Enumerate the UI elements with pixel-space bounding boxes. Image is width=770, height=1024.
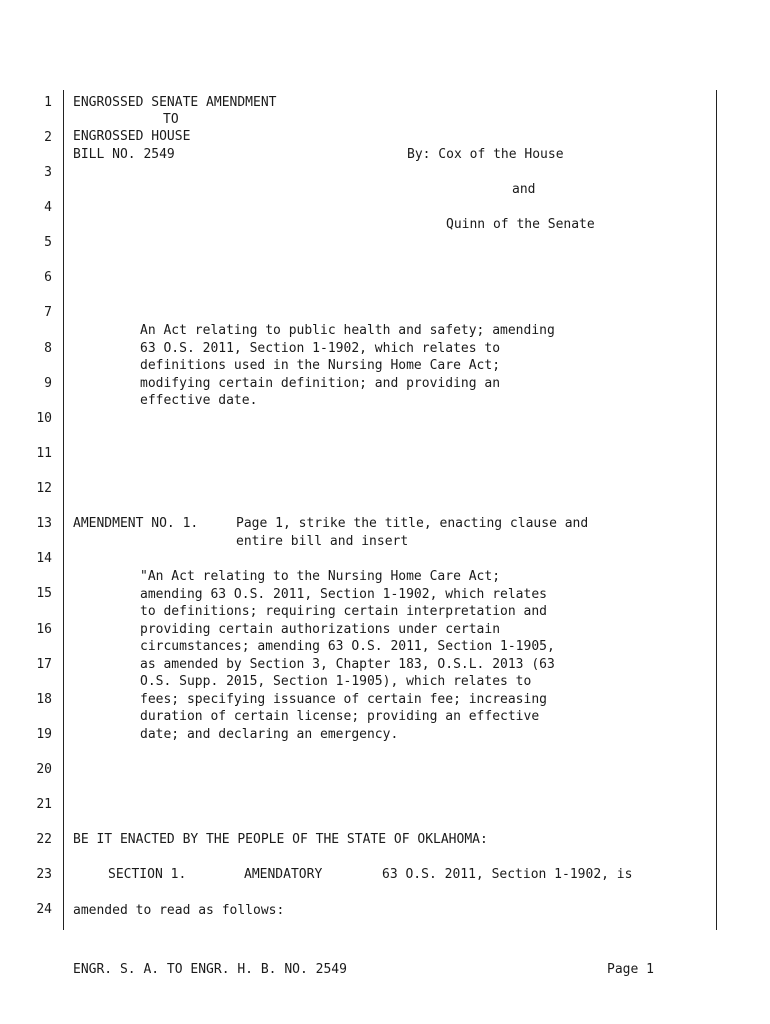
insert-line: as amended by Section 3, Chapter 183, O.S.L. 2013 (63: [140, 656, 555, 672]
line-number: 12: [36, 481, 52, 496]
insert-line: duration of certain license; providing an effective: [140, 709, 540, 724]
title-block: [140, 322, 555, 410]
insert-line: date; and declaring an emergency.: [140, 726, 399, 742]
line-number: 6: [44, 270, 52, 285]
line-number: 9: [44, 376, 52, 391]
left-margin-rule: [63, 90, 64, 930]
amendment-text-line-2: entire bill and insert: [236, 534, 409, 549]
author-senate: Quinn of the Senate: [446, 217, 595, 232]
right-margin-rule: [716, 90, 717, 930]
title-line: modifying certain definition; and providing an: [140, 375, 501, 391]
header-line-1: ENGROSSED SENATE AMENDMENT: [73, 95, 277, 110]
line-number: 2: [44, 130, 52, 145]
page-number: Page 1: [607, 962, 654, 977]
line-number: 24: [36, 902, 52, 917]
author-conjunction: and: [512, 182, 536, 197]
header-line-2: TO: [163, 112, 179, 127]
line-number: 10: [36, 411, 52, 426]
section-citation: 63 O.S. 2011, Section 1-1902, is: [382, 867, 633, 882]
line-number: 7: [44, 305, 52, 320]
insert-line: to definitions; requiring certain interpretation and: [140, 604, 547, 619]
bill-number: BILL NO. 2549: [73, 147, 175, 162]
line-number: 17: [36, 657, 52, 672]
line-number: 8: [44, 341, 52, 356]
insert-line: O.S. Supp. 2015, Section 1-1905), which relates to: [140, 674, 532, 689]
insert-line: amending 63 O.S. 2011, Section 1-1902, which relates: [140, 586, 547, 602]
insert-line: fees; specifying issuance of certain fee; increasing: [140, 691, 547, 707]
line-number: 22: [36, 832, 52, 847]
insert-line: providing certain authorizations under certain: [140, 621, 501, 637]
author-house: By: Cox of the House: [407, 147, 564, 162]
line-number: 13: [36, 516, 52, 531]
line-number: 23: [36, 867, 52, 882]
line-number: 1: [44, 95, 52, 110]
line-number: 16: [36, 622, 52, 637]
amendment-text-line-1: Page 1, strike the title, enacting clause and: [236, 516, 589, 531]
header-line-3: ENGROSSED HOUSE: [73, 129, 191, 144]
enacting-clause: BE IT ENACTED BY THE PEOPLE OF THE STATE OF OKLAHOMA:: [73, 832, 488, 847]
line-number: 20: [36, 762, 52, 777]
section-type: AMENDATORY: [244, 867, 323, 882]
line-number: 21: [36, 797, 52, 812]
amendment-label: AMENDMENT NO. 1.: [73, 516, 199, 531]
line-number: 14: [36, 551, 52, 566]
insert-line: circumstances; amending 63 O.S. 2011, Section 1-1905,: [140, 639, 555, 654]
line-number: 18: [36, 692, 52, 707]
insert-title-block: [140, 568, 555, 743]
line-number: 5: [44, 235, 52, 250]
line-number: 4: [44, 200, 52, 215]
section-continuation: amended to read as follows:: [73, 903, 285, 918]
line-number: 11: [36, 446, 52, 461]
footer-bill-reference: ENGR. S. A. TO ENGR. H. B. NO. 2549: [73, 962, 347, 977]
line-number: 3: [44, 165, 52, 180]
title-line: definitions used in the Nursing Home Care Act;: [140, 358, 501, 373]
title-line: effective date.: [140, 393, 258, 408]
title-line: 63 O.S. 2011, Section 1-1902, which relates to: [140, 340, 501, 356]
section-number: SECTION 1.: [108, 867, 187, 882]
title-line: An Act relating to public health and safety; amending: [140, 323, 555, 338]
insert-line: "An Act relating to the Nursing Home Care Act;: [140, 569, 501, 584]
line-number: 15: [36, 586, 52, 601]
line-number: 19: [36, 727, 52, 742]
